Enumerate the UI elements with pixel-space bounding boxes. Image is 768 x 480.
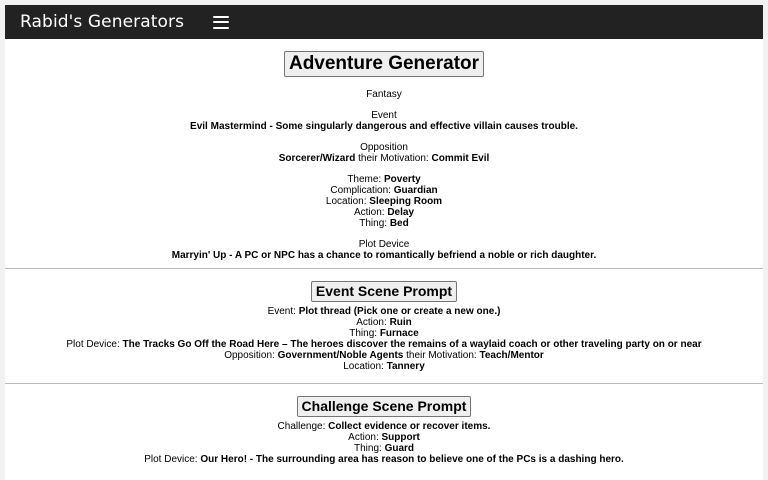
location-value: Tannery [386,361,425,372]
thing-label: Thing: [359,218,388,229]
opposition-heading: Opposition [360,142,408,153]
event-heading: Event [371,110,397,121]
event-value: Plot thread (Pick one or create a new one.) [298,306,501,317]
action-label: Action: [353,207,385,218]
plot-device-value: Our Hero! - The surrounding area has reason to believe one of the PCs is a dashing hero. [200,454,624,465]
event-scene-section [5,268,763,383]
motivation-label: their Motivation: [406,350,477,361]
page-frame [5,5,763,480]
complication-label: Complication: [330,185,391,196]
thing-value: Furnace [379,328,419,339]
plot-device-value: Marryin' Up - A PC or NPC has a chance to romantically befriend a noble or rich daughter. [171,250,597,261]
opposition-value: Sorcerer/Wizard [278,153,356,164]
complication-value: Guardian [393,185,438,196]
thing-value: Bed [389,218,409,229]
motivation-label: their Motivation: [358,153,429,164]
opposition-label: Opposition: [224,350,275,361]
thing-label: Thing: [353,443,382,454]
navbar [5,5,763,39]
plot-device-label: Plot Device: [144,454,198,465]
action-value: Support [381,432,420,443]
motivation-value: Commit Evil [431,153,490,164]
adventure-generator-button[interactable]: Adventure Generator [284,51,484,77]
location-label: Location: [343,361,384,372]
challenge-value: Collect evidence or recover items. [328,421,491,432]
menu-bar [213,21,229,23]
plot-device-label: Plot Device: [66,339,120,350]
plot-device-heading: Plot Device [358,239,410,250]
thing-value: Guard [384,443,415,454]
action-label: Action: [348,432,379,443]
challenge-label: Challenge: [277,421,326,432]
challenge-scene-prompt-button[interactable]: Challenge Scene Prompt [297,396,472,417]
menu-bar [213,16,229,18]
theme-label: Theme: [347,174,382,185]
hamburger-menu-icon[interactable] [213,16,229,29]
location-value: Sleeping Room [369,196,443,207]
action-label: Action: [356,317,387,328]
action-value: Ruin [389,317,412,328]
adventure-section [5,39,763,268]
event-scene-prompt-button[interactable]: Event Scene Prompt [311,281,457,302]
event-label: Event: [267,306,296,317]
plot-device-value: The Tracks Go Off the Road Here – The heroes discover the remains of a waylaid coach or other traveling party on or near [122,339,702,350]
opposition-value: Government/Noble Agents [277,350,404,361]
motivation-value: Teach/Mentor [479,350,544,361]
thing-label: Thing: [349,328,378,339]
location-label: Location: [325,196,367,207]
challenge-scene-section [5,383,763,465]
event-value: Evil Mastermind - Some singularly dangerous and effective villain causes trouble. [190,121,578,132]
brand-link[interactable]: Rabid's Generators [20,12,185,32]
menu-bar [213,27,229,29]
action-value: Delay [387,207,415,218]
theme-value: Poverty [384,174,421,185]
genre-text: Fantasy [366,89,402,100]
